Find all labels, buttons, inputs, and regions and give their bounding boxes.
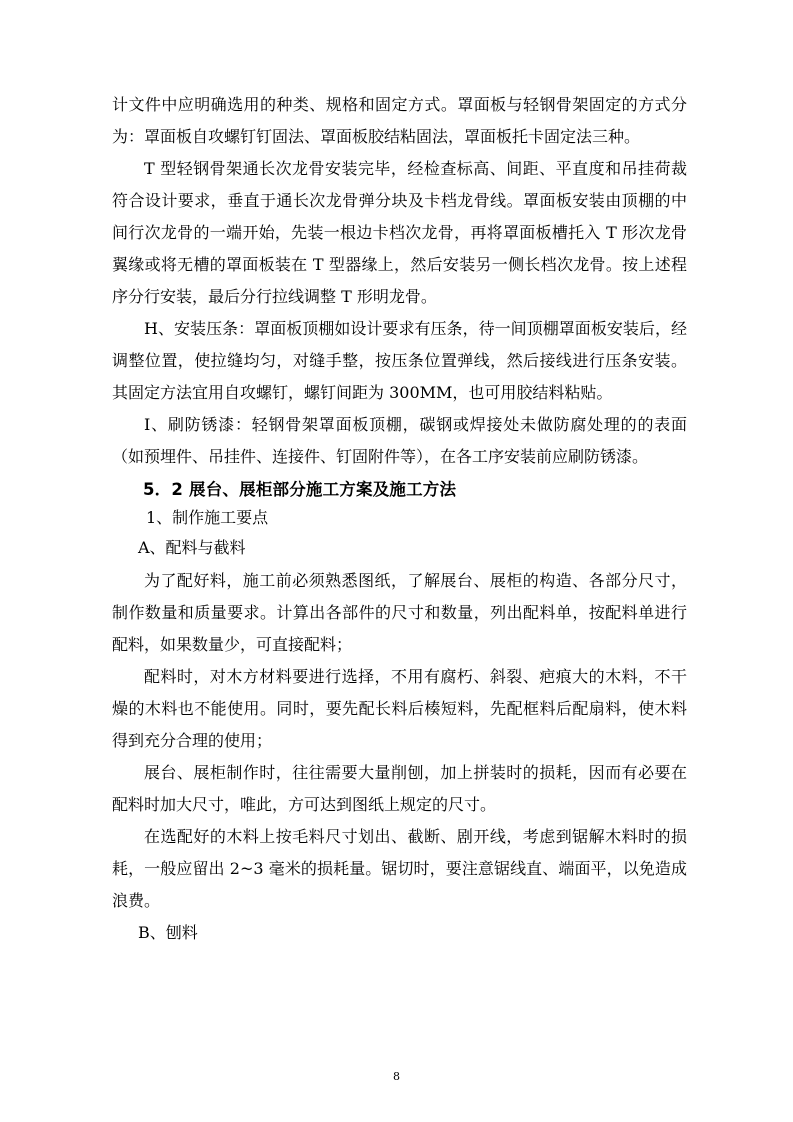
subheading-planing: B、刨料 <box>138 923 198 942</box>
paragraph-select-timber: 配料时，对木方材料要进行选择，不用有腐朽、斜裂、疤痕大的木料，不干燥的木料也不能使用。同时，要先配长料后楱短料，先配框料后配扇料，使木料得到充分合理的使用； <box>112 667 687 750</box>
paragraph-pressing-strip: H、安装压条：罩面板顶棚如设计要求有压条，待一间顶棚罩面板安装后，经调整位置，使拉缝均匀，对缝手整，按压条位置弹线，然后接线进行压条安装。其固定方法宜用自攻螺钉，螺钉间距为 300MM，也可用胶结料粘贴。 <box>112 319 687 402</box>
section-heading: 5．2 展台、展柜部分施工方案及施工方法 <box>143 480 457 499</box>
paragraph-anti-rust-paint: I、刷防锈漆：轻钢骨架罩面板顶棚，碳钢或焊接处未做防腐处理的的表面（如预埋件、吊挂件、连接件、钉固附件等），在各工序安装前应刷防锈漆。 <box>112 415 687 466</box>
paragraph-size-allowance: 展台、展柜制作时，往往需要大量削刨，加上拼装时的损耗，因而有必要在配料时加大尺寸，唯此，方可达到图纸上规定的尺寸。 <box>112 763 687 814</box>
body-text <box>112 89 687 950</box>
paragraph-prepare-materials: 为了配好料，施工前必须熟悉图纸，了解展台、展柜的构造、各部分尺寸，制作数量和质量要求。计算出各部件的尺寸和数量，列出配料单，按配料单进行配料，如果数量少，可直接配料； <box>112 571 687 654</box>
page-number: 8 <box>393 1070 400 1083</box>
paragraph-fixing-methods: 计文件中应明确选用的种类、规格和固定方式。罩面板与轻钢骨架固定的方式分为：罩面板自攻螺钉钉固法、罩面板胶结粘固法，罩面板托卡固定法三种。 <box>112 95 687 146</box>
paragraph-t-keel-installation: T 型轻钢骨架通长次龙骨安装完毕，经检查标高、间距、平直度和吊挂荷裁符合设计要求，垂直于通长次龙骨弹分块及卡档龙骨线。罩面板安装由顶棚的中间行次龙骨的一端开始，先装一根边卡档次龙骨，再将罩面板槽托入 T 形次龙骨翼缘或将无槽的罩面板装在 T 型器缘上，然后安装另一侧长档次龙骨。按上述程序分行安装，最后分行拉线调整 T 形明龙骨。 <box>112 159 687 306</box>
subheading-material-cutting: A、配料与截料 <box>138 538 246 557</box>
subheading-construction-points: 1、制作施工要点 <box>146 508 269 527</box>
paragraph-sawing-loss: 在选配好的木料上按毛料尺寸划出、截断、剧开线，考虑到锯解木料时的损耗，一般应留出 2~3 毫米的损耗量。锯切时，要注意锯线直、端面平，以免造成浪费。 <box>112 827 687 910</box>
